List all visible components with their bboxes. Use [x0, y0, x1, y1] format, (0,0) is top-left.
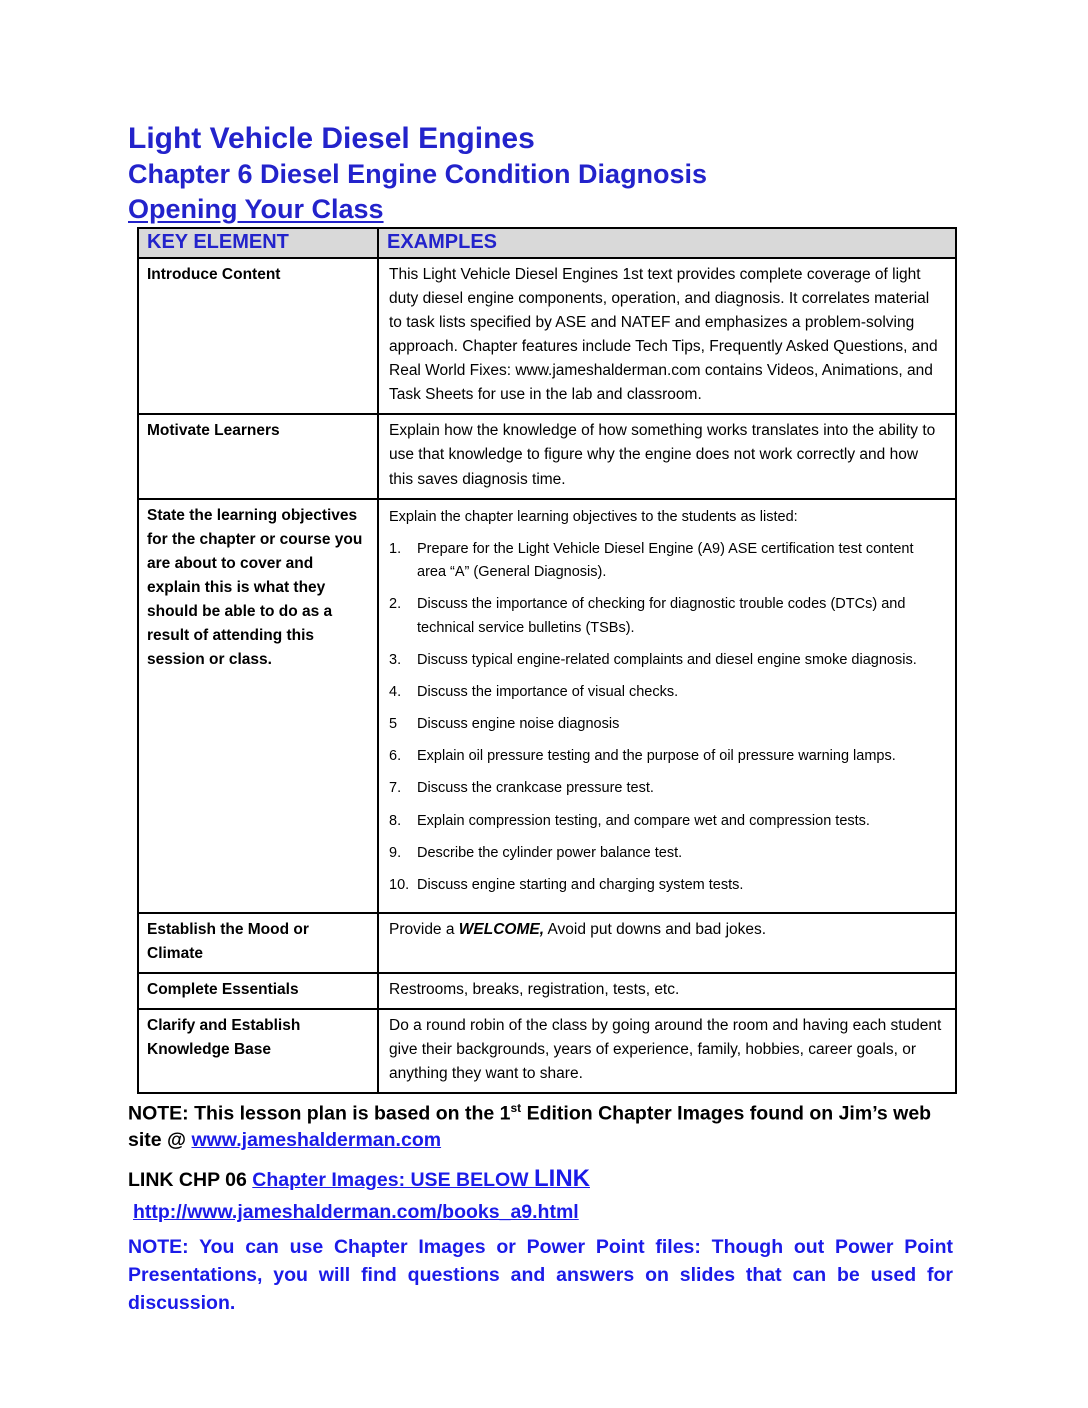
key-clarify-knowledge-base: Clarify and Establish Knowledge Base [138, 1009, 378, 1093]
objective-item [389, 593, 945, 639]
welcome-suffix: Avoid put downs and bad jokes. [544, 921, 767, 939]
objective-number: 5 [389, 716, 398, 733]
jameshalderman-home-link[interactable]: www.jameshalderman.com [191, 1129, 442, 1152]
key-complete-essentials: Complete Essentials [138, 973, 378, 1009]
table-row [138, 1009, 956, 1093]
objective-text: Explain oil pressure testing and the purpose of oil pressure warning lamps. [417, 748, 896, 765]
table-row [138, 973, 956, 1009]
objective-text: Discuss the crankcase pressure test. [417, 780, 654, 797]
example-learning-objectives [378, 499, 956, 914]
objective-number: 1. [389, 540, 402, 557]
table-row [138, 913, 956, 973]
books-a9-url-line [128, 1201, 1028, 1224]
objective-text: Discuss typical engine-related complaints and diesel engine smoke diagnosis. [417, 651, 917, 668]
key-introduce-content: Introduce Content [138, 258, 378, 414]
chapter-images-link[interactable] [252, 1165, 590, 1193]
objective-item [389, 810, 945, 833]
books-a9-link[interactable]: http://www.jameshalderman.com/books_a9.html [133, 1201, 579, 1224]
chapter-images-link-big-text: LINK [533, 1165, 590, 1193]
table-row [138, 499, 956, 914]
objective-text: Prepare for the Light Vehicle Diesel Engine (A9) ASE certification test content area “A” (General Diagnosis). [417, 540, 914, 581]
objective-text: Describe the cylinder power balance test. [417, 844, 683, 861]
objective-number: 6. [389, 748, 402, 765]
objective-item [389, 842, 945, 865]
example-complete-essentials: Restrooms, breaks, registration, tests, etc. [378, 973, 956, 1009]
objective-text: Discuss the importance of checking for diagnostic trouble codes (DTCs) and technical service bulletins (TSBs). [417, 596, 906, 636]
objective-item [389, 538, 945, 584]
column-header-key-element: KEY ELEMENT [138, 228, 378, 258]
objective-item [389, 649, 945, 672]
objective-number: 10. [389, 877, 410, 894]
link-chp06-prefix: LINK CHP 06 [128, 1169, 253, 1192]
note1-text-part1: NOTE: This lesson plan is based on the 1 [128, 1102, 511, 1125]
note1-superscript: st [510, 1101, 522, 1116]
link-chp06-line [128, 1165, 1028, 1193]
objectives-intro: Explain the chapter learning objectives to the students as listed: [389, 508, 798, 525]
table-row [138, 414, 956, 498]
objective-number: 2. [389, 596, 402, 613]
objective-number: 3. [389, 651, 402, 668]
chapter-images-link-text: Chapter Images: USE BELOW [252, 1169, 534, 1192]
page-title: Light Vehicle Diesel Engines [128, 122, 535, 155]
key-establish-mood: Establish the Mood or Climate [138, 913, 378, 973]
objective-item [389, 777, 945, 800]
example-motivate-learners: Explain how the knowledge of how something works translates into the ability to use that knowledge to figure why the engine does not work correctly and how this saves diagnosis time. [378, 414, 956, 498]
objective-number: 7. [389, 780, 402, 797]
objective-item [389, 874, 945, 897]
example-establish-mood [378, 913, 956, 973]
objective-text: Discuss engine noise diagnosis [417, 716, 620, 733]
note-lesson-plan [128, 1100, 958, 1153]
objective-number: 9. [389, 844, 402, 861]
objective-item [389, 681, 945, 704]
page-subtitle: Chapter 6 Diesel Engine Condition Diagnosis [128, 159, 708, 189]
objective-number: 4. [389, 683, 402, 700]
column-header-examples: EXAMPLES [378, 228, 956, 258]
welcome-prefix: Provide a [389, 921, 459, 939]
table-row [138, 258, 956, 414]
objective-item [389, 745, 945, 768]
key-motivate-learners: Motivate Learners [138, 414, 378, 498]
lesson-plan-table [137, 227, 957, 1094]
welcome-emphasis: WELCOME, [458, 921, 545, 939]
objective-text: Discuss the importance of visual checks. [417, 683, 679, 700]
example-clarify-knowledge-base: Do a round robin of the class by going around the room and having each student give their backgrounds, years of experience, family, hobbies, career goals, or anything they want to share. [378, 1009, 956, 1093]
table-header-row [138, 228, 956, 258]
objective-text: Explain compression testing, and compare wet and compression tests. [417, 812, 870, 829]
section-heading: Opening Your Class [128, 193, 384, 224]
example-introduce-content: This Light Vehicle Diesel Engines 1st text provides complete coverage of light duty diesel engine components, operation, and diagnosis. It correlates material to task lists specified by ASE and NATEF and emphasizes a problem-solving approach. Chapter features include Tech Tips, Frequently Asked Questions, and Real World Fixes: www.jameshalderman.com contains Videos, Animations, and Task Sheets for use in the lab and classroom. [378, 258, 956, 414]
objective-item [389, 713, 945, 736]
note-chapter-images-powerpoint: NOTE: You can use Chapter Images or Power Point files: Though out Power Point Presentations, you will find questions and answers on slides that can be used for discussion. [128, 1236, 953, 1314]
objective-text: Discuss engine starting and charging system tests. [417, 877, 744, 894]
key-learning-objectives: State the learning objectives for the chapter or course you are about to cover and explain this is what they should be able to do as a result of attending this session or class. [138, 499, 378, 914]
note1-text-part2: Edition Chapter Images found on Jim’s web site @ [128, 1102, 932, 1152]
objective-number: 8. [389, 812, 402, 829]
